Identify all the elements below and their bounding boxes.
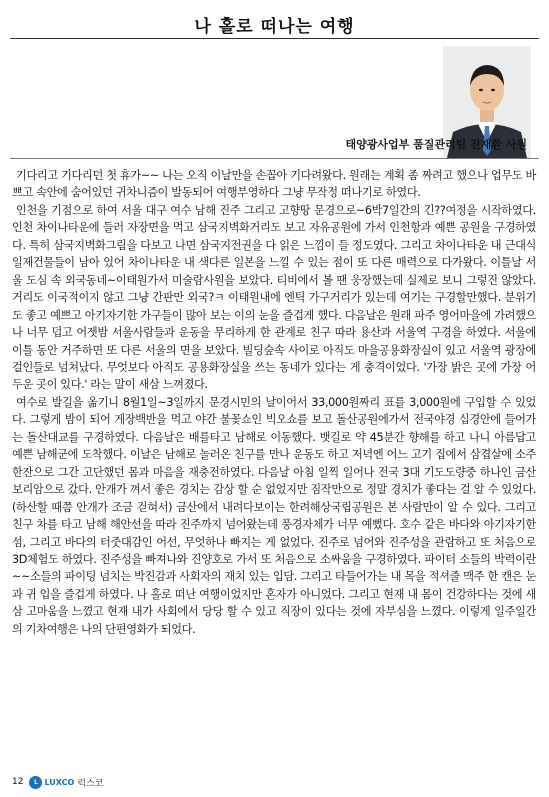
article-title: 나 홀로 떠나는 여행 [194,17,355,37]
logo-mark: LUXCO [44,777,75,787]
paragraph-incheon-seoul: 인천을 기점으로 하여 서울 대구 여수 남해 진주 그리고 고향땅 문경으로~6박7일간의 긴??여정을 시작하였다. 인천 차이나타운에 들러 자장면을 먹고 삼국지벽화거리도 보고 자유공원에 가서 인천항과 예쁜 공원을 구경하였다. 특히 삼국지벽화그림을 다보고 나면 삼국지전권을 다 읽은 느낌이 들 정도였다. 그리고 차이나타운 내 근대식 일제건물들이 남아 있어 차이나타운 내 색다른 일본을 느낄 수 있는 점이 또 다른 매력으로 다가왔다. 이틀날 서울 도심 속 외국동네~이태원가서 미술람사원을 보았다. 티비에서 볼 땐 웅장했는데 실제로 보니 그렇진 않았다. 거리도 이국적이지 않고 그냥 간판만 외국?ㅋ 이태원내에 엔틱 가구거리가 있는데 여기는 구경할만했다. 분위기도 좋고 예쁘고 아기자기한 가구들이 많아 보는 이의 눈을 즐겁게 했다. 다음날은 원래 파주 영어마을에 가려했으나 너무 덥고 어젯밤 서울사람들과 운동을 무리하게 한 관계로 친구 따라 용산과 서울역 구경을 하였다. 서울에 이틀 동안 거주하면 또 다른 서울의 면을 보았다. 빌딩숲속 사이로 아직도 마을공용화장실이 있고 서울역 광장에 걸인들로 넘쳐났다. 무엇보다 아직도 공용화장실을 쓰는 동네가 있다는 게 충격이었다. '가장 밝은 곳에 가장 어두운 곳이 있다.' 라는 말이 새삼 느껴졌다. [12,203,536,392]
page-number: 12 [12,777,24,787]
paragraph-intro: 기다리고 기다리던 첫 휴가~~ 나는 오직 이날만을 손꼽아 기다려왔다. 원래는 계획 좀 짜려고 했으나 업무도 바쁘고 속안에 숨어있던 귀차니즘이 발동되어 여행부영하다 그냥 무작정 떠나기로 하였다. [12,169,536,200]
article-body [12,167,536,638]
paragraph-yeosu-namhae-jinju: 여수로 발길을 옮기니 8월1일~3일까지 문경시민의 날이어서 33,000원짜리 표를 3,000원에 구입할 수 있었다. 그렇게 밤이 되어 게장백반을 먹고 야간 불꽃쇼인 빅오쇼를 보고 돌산공원에가서 전국야경 십경안에 들어가는 돌산대교를 구경하였다. 다음날은 배를타고 남해로 이동했다. 뱃길로 약 45분간 향해를 하고 나니 아름답고 예쁜 남해군에 도착했다. 이날은 남해로 놀러온 친구를 만나 운동도 하고 저녁엔 어느 고기 집에서 삼겹살에 소주 한잔으로 그간 고단했던 몸과 마음을 재충전하였다. 다음날 아침 일찍 일어나 전국 3대 기도도량중 하나인 금산 보리암으로 갔다. 안개가 껴서 좋은 경치는 감상 할 순 없었지만 짐작만으로 정말 경치가 좋다는 걸 알 수 있었다.(하산할 때쯤 안개가 조금 걷혀서) 금산에서 내려다보이는 한려해상국립공원은 본 사람만이 알 수 있다. 그리고 친구 차를 타고 남해 해안선을 따라 진주까지 넘어왔는데 풍경자체가 너무 예뻤다. 호수 같은 바다와 아기자기한 섬, 그리고 바다의 터줏대감인 어선, 무엇하나 빠지는 게 없었다. 진주로 넘어와 진주성을 관람하고 또 처음으로 3D체험도 하였다. 진주성을 빠져나와 진양호로 가서 또 처음으로 소싸움을 구경하였다. 파이터 소들의 박력이란~~소들의 파이팅 넘치는 박진감과 사회자의 재치 있는 입담. 그리고 타들어가는 내 목을 적셔줄 맥주 한 캔은 눈과 귀 입을 즐겁게 하였다. 나 홀로 떠난 여행이었지만 혼자가 아니었다. 그리고 현재 내 몸이 건강하다는 것에 새삼 고마움을 느꼈고 현재 내가 사회에서 당당 할 수 있고 직장이 있다는 것에 자부심을 느꼈다. 이렇게 일주일간의 기차여행은 나의 단편영화가 되었다. [12,395,536,636]
logo-text: 럭스코 [77,778,104,789]
luxco-logo-icon: L [29,776,42,789]
page-footer [12,774,103,790]
byline-divider [10,158,539,159]
author-byline: 태양광사업부 품질관리팀 전재환 사원 [345,138,527,151]
title-divider [10,38,539,39]
